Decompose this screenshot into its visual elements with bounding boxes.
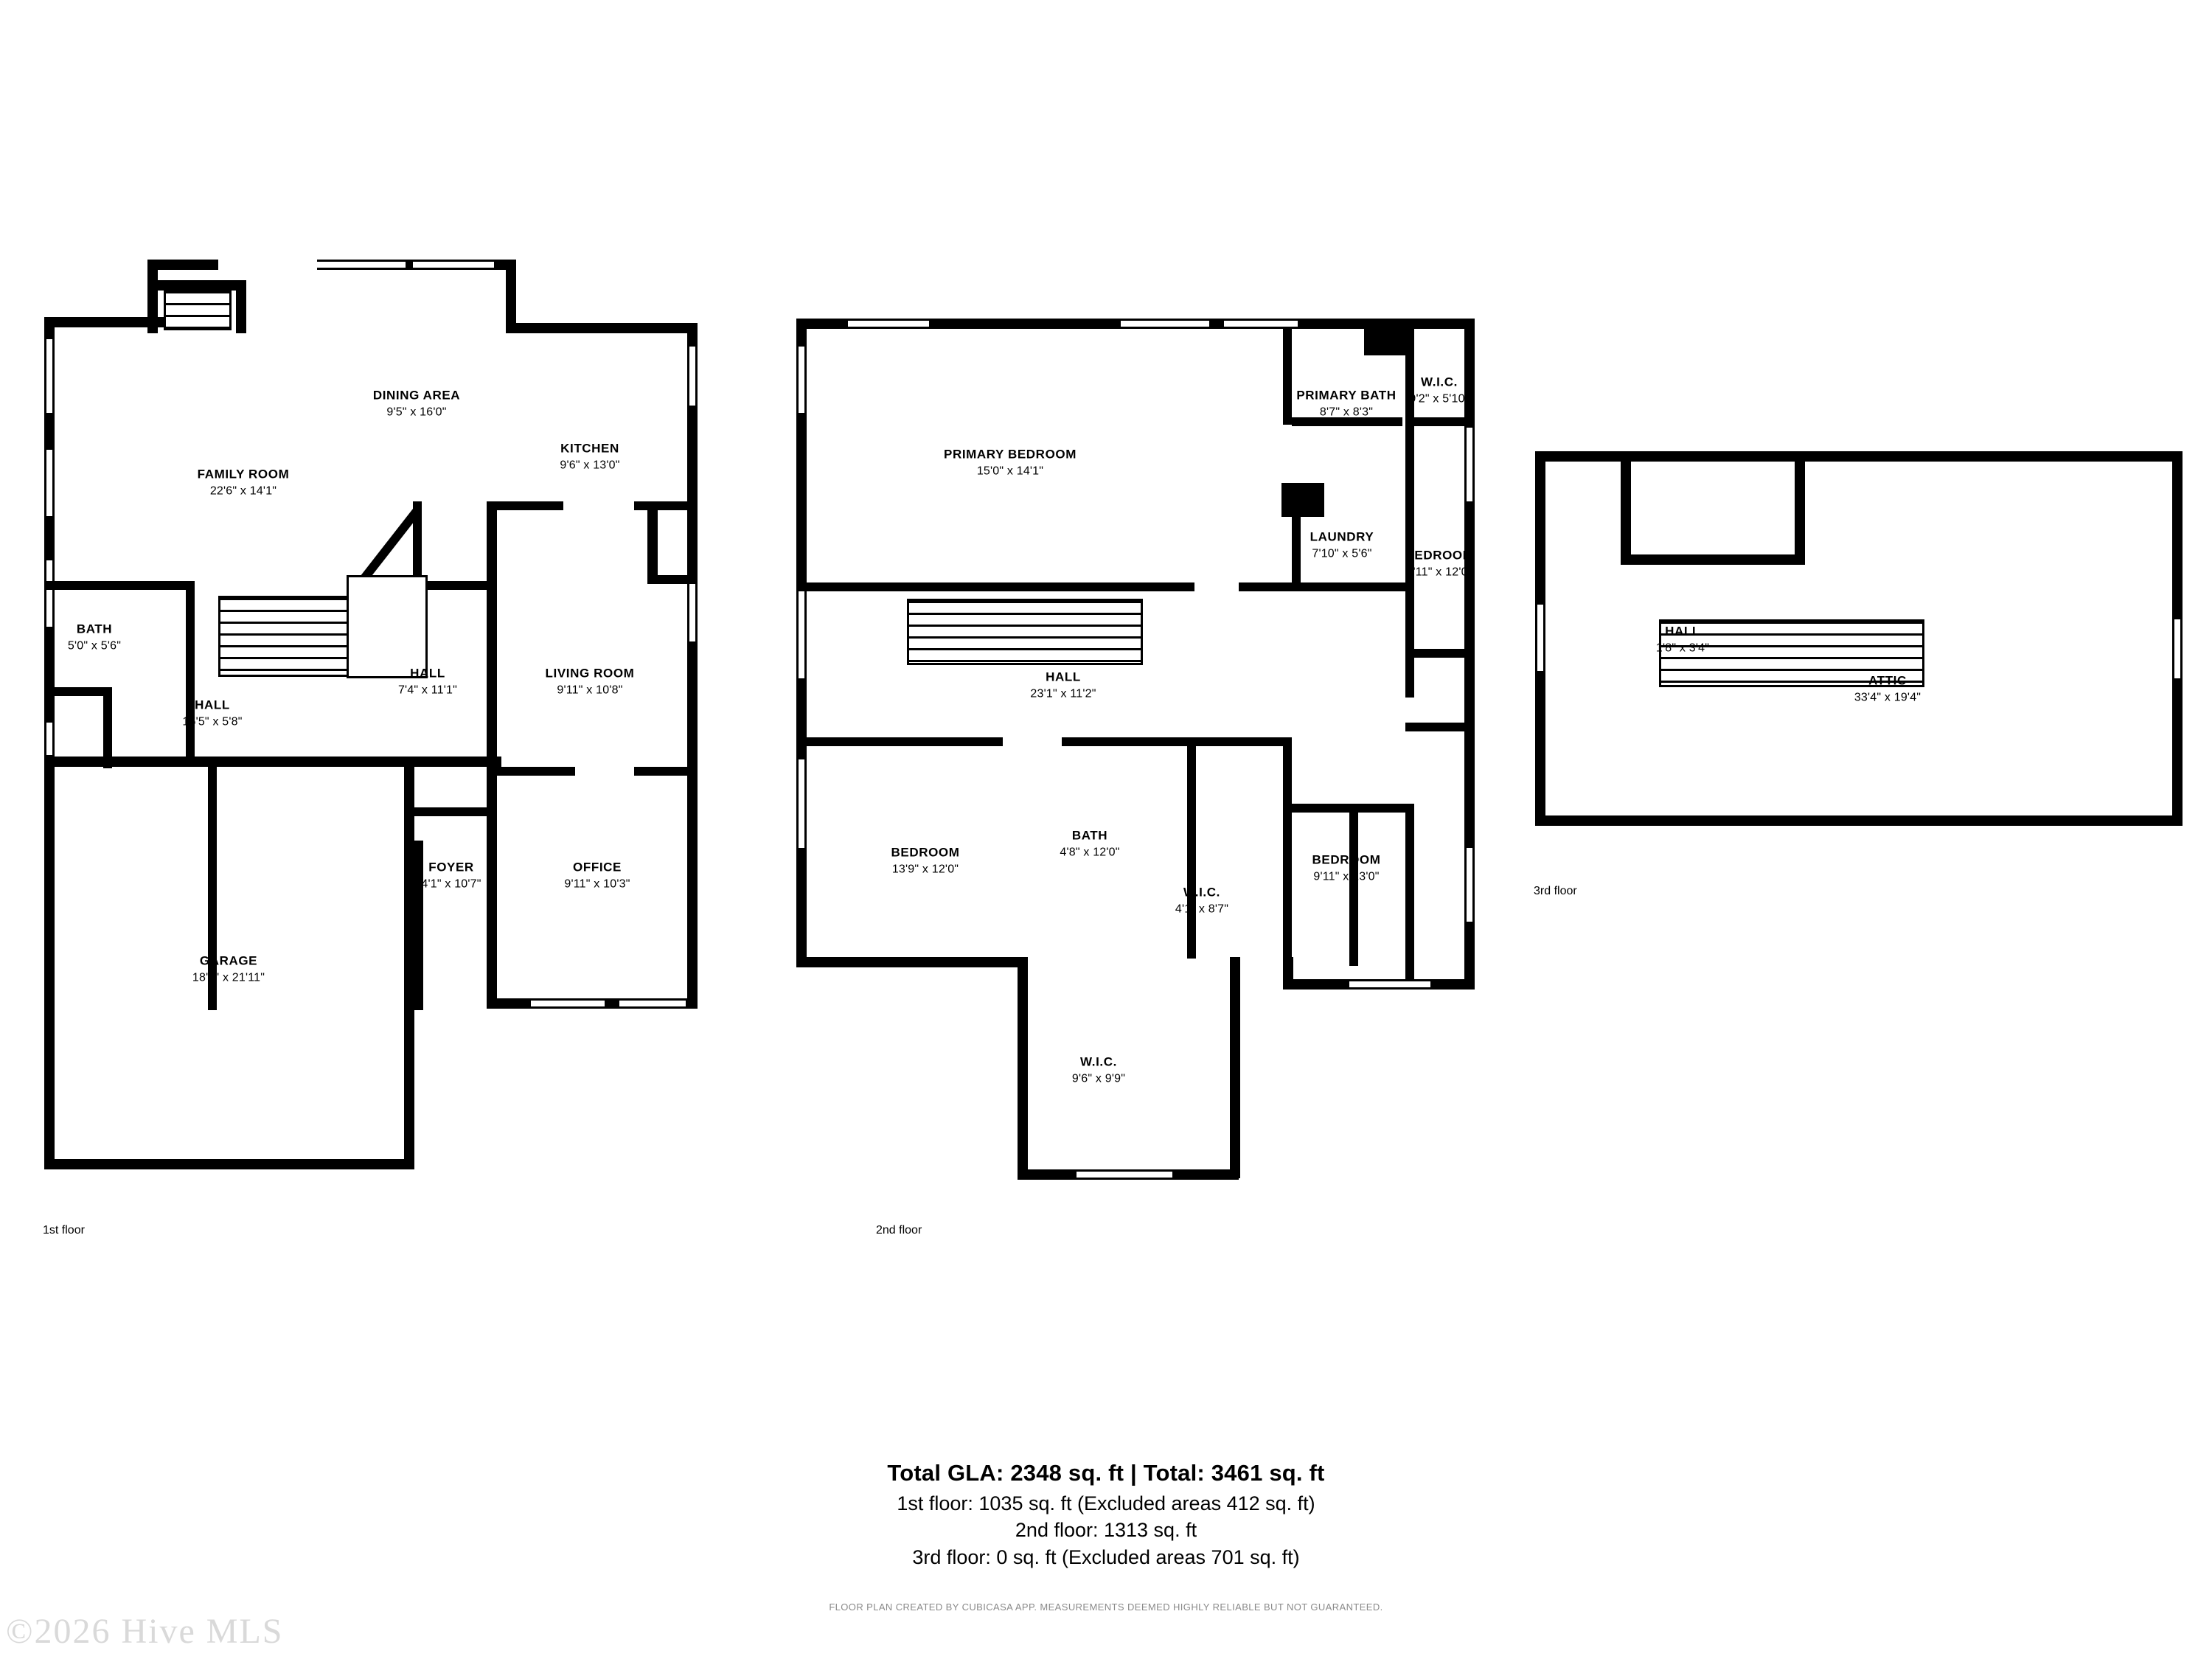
wall	[647, 510, 658, 584]
room-label-wic-primary	[1409, 375, 1469, 408]
room-dimension: 9'2" x 5'10"	[1409, 392, 1470, 406]
room-label-living-room	[546, 666, 635, 699]
window	[1121, 319, 1209, 329]
wall	[44, 1159, 413, 1169]
wall	[497, 501, 563, 510]
staircase	[907, 599, 1143, 665]
wall	[1405, 804, 1414, 981]
room-label-family-room	[198, 467, 290, 500]
total-gla-line: Total GLA: 2348 sq. ft | Total: 3461 sq. ft	[887, 1460, 1325, 1486]
window	[1077, 1169, 1172, 1180]
floor-area-3rd: 3rd floor: 0 sq. ft (Excluded areas 701 sq. ft)	[912, 1545, 1300, 1568]
room-label-garage	[192, 953, 265, 987]
wall	[1194, 737, 1290, 746]
wall	[487, 807, 497, 837]
room-dimension: 7'10" x 5'6"	[1312, 547, 1372, 560]
room-name: PRIMARY BEDROOM	[944, 447, 1077, 462]
room-name: W.I.C.	[1183, 885, 1220, 900]
room-dimension: 13'9" x 12'0"	[891, 863, 959, 876]
floor-plan-3rd-floor	[1512, 0, 2175, 1032]
wall	[487, 501, 497, 767]
room-dimension: 18'6" x 21'11"	[192, 971, 265, 984]
room-label-hall	[1656, 624, 1709, 657]
room-dimension: 33'4" x 19'4"	[1854, 691, 1921, 704]
room-label-hall-lower	[182, 698, 242, 731]
wall	[186, 581, 195, 765]
room-label-hall-upper	[398, 666, 457, 699]
window	[796, 759, 807, 848]
room-label-bath	[1060, 828, 1119, 861]
wall	[1283, 737, 1292, 959]
room-name: BEDROOM	[891, 845, 960, 860]
fireplace	[147, 280, 158, 333]
window	[44, 723, 55, 755]
room-name: OFFICE	[573, 860, 622, 874]
room-name: HALL	[195, 698, 230, 712]
room-dimension: 8'7" x 8'3"	[1319, 406, 1374, 419]
room-label-office	[564, 860, 630, 893]
room-dimension: 4'1" x 10'7"	[421, 877, 481, 891]
wall	[1405, 417, 1475, 426]
window	[2172, 619, 2183, 678]
fireplace-hatch	[164, 289, 232, 330]
wall	[687, 323, 698, 1009]
room-dimension: 9'11" x 12'0"	[1406, 566, 1472, 579]
wall	[1621, 554, 1805, 565]
room-label-bedroom-lower-right	[1312, 852, 1381, 886]
room-label-wic-bottom	[1072, 1054, 1125, 1088]
room-name: BATH	[1071, 828, 1108, 843]
room-dimension: 9'11" x 13'0"	[1313, 870, 1380, 883]
room-name: FOYER	[428, 860, 474, 874]
room-name: FAMILY ROOM	[197, 467, 290, 481]
room-name: KITCHEN	[560, 441, 619, 456]
room-name: HALL	[1665, 624, 1700, 639]
fireplace	[236, 280, 246, 333]
room-label-dining-area	[373, 388, 460, 421]
window	[317, 260, 406, 270]
window	[1535, 605, 1545, 671]
wall	[1292, 582, 1410, 591]
wall	[634, 767, 698, 776]
wall	[413, 807, 494, 816]
window	[531, 998, 605, 1009]
room-name: BATH	[76, 622, 113, 636]
staircase	[218, 596, 358, 677]
wall	[1292, 509, 1301, 590]
room-dimension: 9'5" x 16'0"	[386, 406, 447, 419]
wall	[1405, 723, 1475, 731]
watermark: ©2026 Hive MLS	[6, 1612, 284, 1651]
room-dimension: 4'8" x 12'0"	[1060, 846, 1120, 859]
window	[796, 347, 807, 413]
wall	[1283, 329, 1292, 425]
room-dimension: 7'4" x 11'1"	[397, 684, 458, 697]
window	[848, 319, 929, 329]
room-label-attic	[1854, 673, 1921, 706]
window	[1224, 319, 1298, 329]
room-label-bedroom-lower-left	[891, 845, 960, 878]
room-label-bedroom-upper-right	[1405, 548, 1474, 581]
room-dimension: 1'8" x 3'4"	[1655, 641, 1710, 655]
chimney-box	[1364, 319, 1405, 355]
room-dimension: 5'0" x 5'6"	[67, 639, 122, 653]
floor-area-1st: 1st floor: 1035 sq. ft (Excluded areas 412 sq. ft)	[897, 1492, 1315, 1514]
staircase-winder	[347, 575, 428, 678]
window	[413, 260, 494, 270]
wall	[1795, 462, 1805, 565]
wall	[1239, 582, 1298, 591]
room-label-primary-bath	[1296, 388, 1396, 421]
room-name: ATTIC	[1868, 673, 1907, 688]
room-name: GARAGE	[199, 953, 258, 968]
room-name: LAUNDRY	[1310, 529, 1374, 544]
room-name: DINING AREA	[372, 388, 461, 403]
wall	[1621, 462, 1631, 565]
room-label-bath	[68, 622, 121, 655]
room-dimension: 23'1" x 11'2"	[1030, 687, 1096, 700]
window	[687, 575, 698, 641]
wall	[1230, 957, 1240, 1178]
window	[44, 450, 55, 516]
wall	[634, 501, 698, 510]
room-name: HALL	[410, 666, 445, 681]
wall	[1405, 649, 1475, 658]
wall	[44, 687, 111, 696]
duct-box	[1281, 483, 1324, 517]
room-dimension: 9'11" x 10'8"	[557, 684, 623, 697]
room-dimension: 15'5" x 5'8"	[182, 715, 243, 728]
room-name: BEDROOM	[1405, 548, 1474, 563]
wall	[103, 687, 112, 768]
room-label-primary-bedroom	[944, 447, 1077, 480]
wall	[1187, 737, 1196, 959]
floor-plan-1st-floor	[0, 0, 774, 1253]
window	[619, 998, 686, 1009]
window	[1349, 979, 1430, 990]
room-dimension: 9'6" x 9'9"	[1071, 1072, 1126, 1085]
wall	[1018, 957, 1028, 1178]
wall	[422, 581, 495, 590]
wall	[1535, 451, 2183, 462]
floor-plan-2nd-floor	[767, 0, 1519, 1253]
wall	[1283, 957, 1293, 990]
wall	[796, 582, 1194, 591]
area-summary	[0, 1460, 2212, 1571]
room-dimension: 9'11" x 10'3"	[564, 877, 630, 891]
wall	[506, 323, 698, 333]
wall	[44, 757, 55, 1169]
floor-caption-1st: 1st floor	[43, 1224, 85, 1237]
room-dimension: 15'0" x 14'1"	[976, 465, 1044, 478]
wall	[44, 581, 192, 590]
room-name: W.I.C.	[1421, 375, 1458, 389]
room-label-wic-hall	[1175, 885, 1228, 918]
window	[796, 590, 807, 678]
wall	[487, 767, 575, 776]
wall	[796, 957, 1018, 967]
room-name: HALL	[1046, 669, 1081, 684]
room-label-hall	[1030, 669, 1096, 703]
floor-caption-3rd: 3rd floor	[1534, 885, 1577, 897]
room-name: W.I.C.	[1080, 1054, 1117, 1069]
disclaimer-text: FLOOR PLAN CREATED BY CUBICASA APP. MEASUREMENTS DEEMED HIGHLY RELIABLE BUT NOT GUARANTEED.	[829, 1601, 1383, 1613]
room-name: LIVING ROOM	[545, 666, 635, 681]
wall	[1535, 815, 2183, 826]
wall	[647, 575, 698, 584]
room-name: PRIMARY BATH	[1296, 388, 1397, 403]
room-label-foyer	[421, 860, 481, 893]
wall	[796, 737, 1003, 746]
window	[44, 339, 55, 413]
wall	[1062, 737, 1194, 746]
window	[1464, 848, 1475, 922]
wall	[44, 757, 501, 767]
wall	[487, 768, 497, 1009]
room-dimension: 9'6" x 13'0"	[560, 459, 620, 472]
room-dimension: 22'6" x 14'1"	[209, 484, 277, 498]
wall	[506, 260, 516, 333]
room-dimension: 4'1" x 8'7"	[1175, 902, 1229, 916]
window	[1464, 428, 1475, 501]
room-name: BEDROOM	[1312, 852, 1381, 867]
window	[44, 560, 55, 627]
wall	[147, 260, 218, 270]
room-label-kitchen	[560, 441, 619, 474]
floor-caption-2nd: 2nd floor	[876, 1224, 922, 1237]
floor-area-2nd: 2nd floor: 1313 sq. ft	[1015, 1519, 1197, 1542]
window	[687, 347, 698, 406]
room-label-laundry	[1310, 529, 1374, 563]
